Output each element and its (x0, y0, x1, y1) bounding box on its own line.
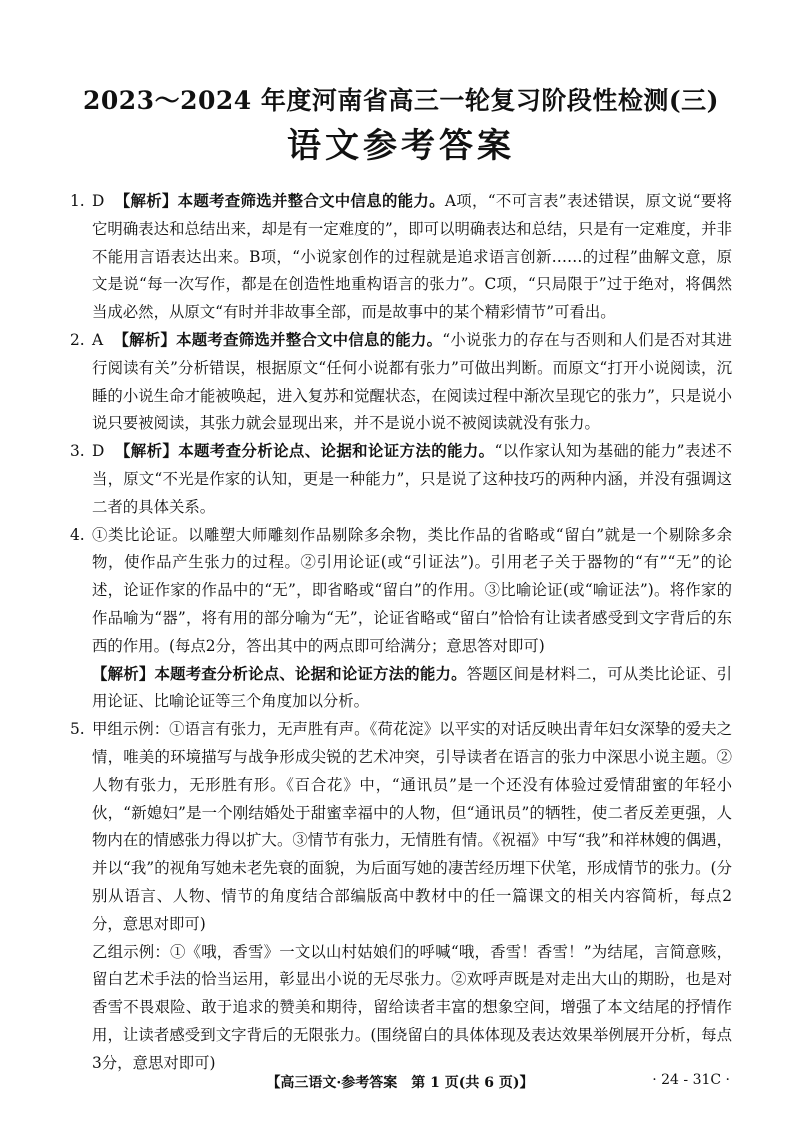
analysis-label: 【解析】 (114, 192, 178, 210)
answer-item-2 (70, 327, 732, 438)
question-number: 1. (70, 192, 85, 210)
answer-item-1 (70, 188, 732, 327)
analysis-skill: 本题考查筛选并整合文中信息的能力。 (177, 192, 445, 210)
page-footer (0, 1072, 800, 1096)
analysis-label: 【解析】 (92, 664, 155, 683)
analysis-label: 【解析】 (114, 442, 179, 461)
analysis-skill: 本题考查筛选并整合文中信息的能力。 (176, 330, 443, 349)
question-number: 3. (70, 442, 85, 461)
question-number: 2. (70, 330, 85, 349)
answer-item-5 (70, 716, 732, 938)
answer-text-group-a: 甲组示例：①语言有张力，无声胜有声。《荷花淀》以平实的对话反映出青年妇女深挚的爱夫之情，唯美的环境描写与战争形成尖锐的艺术冲突，引导读者在语言的张力中深思小说主题。②人物有张力，无形胜有形。《百合花》中，“通讯员”是一个还没有体验过爱情甜蜜的年轻小伙，“新媳妇”是一个刚结婚处于甜蜜幸福中的人物，但“通讯员”的牺牲，使二者反差更强，人物内在的情感张力得以扩大。③情节有张力，无情胜有情。《祝福》中写“我”和祥林嫂的偶遇，并以“我”的视角写她未老先衰的面貌，为后面写她的凄苦经历埋下伏笔，形成情节的张力。(分别从语言、人物、情节的角度结合部编版高中教材中的任一篇课文的相关内容简析，每点2分，意思对即可) (92, 720, 732, 933)
question-number: 5. (70, 720, 85, 739)
answer-item-4-analysis (70, 661, 732, 717)
analysis-text: 答题区间是材料二，可从类比论证、引用论证、比喻论证等三个角度加以分析。 (92, 664, 732, 711)
answer-choice: D (92, 442, 105, 461)
answer-item-3 (70, 438, 732, 521)
document-subtitle: 语文参考答案 (287, 126, 515, 166)
answers-body (70, 188, 732, 1078)
footer-page-info: 【高三语文·参考答案 第 1 页(共 6 页)】 (266, 1075, 534, 1091)
answer-item-5-group-b (70, 939, 732, 1078)
question-number: 4. (70, 525, 85, 544)
analysis-skill: 本题考查分析论点、论据和论证方法的能力。 (154, 664, 467, 683)
analysis-text: “小说张力的存在与否则和人们是否对其进行阅读有关”分析错误，根据原文“任何小说都有张力”可做出判断。而原文“打开小说阅读，沉睡的小说生命才能被唤起，进入复苏和觉醒状态，在阅读过程中渐次呈现它的张力”，只是说小说只要被阅读，其张力就会显现出来，并不是说小说不被阅读就没有张力。 (92, 330, 732, 433)
analysis-skill: 本题考查分析论点、论据和论证方法的能力。 (178, 442, 495, 461)
answer-text: ①类比论证。以雕塑大师雕刻作品剔除多余物，类比作品的省略或“留白”就是一个剔除多余物，使作品产生张力的过程。②引用论证(或“引证法”)。引用老子关于器物的“有”“无”的论述，论证作家的作品中的“无”，即省略或“留白”的作用。③比喻论证(或“喻证法”)。将作家的作品喻为“器”，将有用的部分喻为“无”，论证省略或“留白”恰恰有让读者感受到文字背后的东西的作用。(每点2分，答出其中的两点即可给满分；意思答对即可) (92, 525, 732, 655)
answer-choice: D (92, 192, 105, 210)
analysis-label: 【解析】 (113, 330, 177, 349)
answer-item-4 (70, 522, 732, 661)
analysis-text: A项，“不可言表”表述错误，原文说“要将它明确表达和总结出来，却是有一定难度的”，即可以明确表达和总结，只是有一定难度，并非不能用言语表达出来。B项，“小说家创作的过程就是追求语言创新……的过程”曲解文意，原文是说“每一次写作，都是在创造性地重构语言的张力”。C项，“只局限于”过于绝对，将偶然当成必然，从原文“有时并非故事全部，而是故事中的某个精彩情节”可看出。 (92, 192, 732, 322)
answer-text-group-b: 乙组示例：①《哦，香雪》一文以山村姑娘们的呼喊“哦，香雪！香雪！”为结尾，言简意赅，留白艺术手法的恰当运用，彰显出小说的无尽张力。②欢呼声既是对走出大山的期盼，也是对香雪不畏艰险、敢于追求的赞美和期待，留给读者丰富的想象空间，增强了本文结尾的抒情作用，让读者感受到文字背后的无限张力。(围绕留白的具体体现及表达效果举例展开分析，每点3分，意思对即可) (92, 942, 732, 1072)
footer-exam-code: · 24 - 31C · (652, 1072, 730, 1088)
analysis-text: “以作家认知为基础的能力”表述不当，原文“不光是作家的认知，更是一种能力”，只是说了这种技巧的两种内涵，并没有强调这二者的具体关系。 (92, 442, 732, 516)
answer-choice: A (92, 330, 104, 349)
exam-title: 2023～2024 年度河南省高三一轮复习阶段性检测(三) (82, 86, 720, 115)
